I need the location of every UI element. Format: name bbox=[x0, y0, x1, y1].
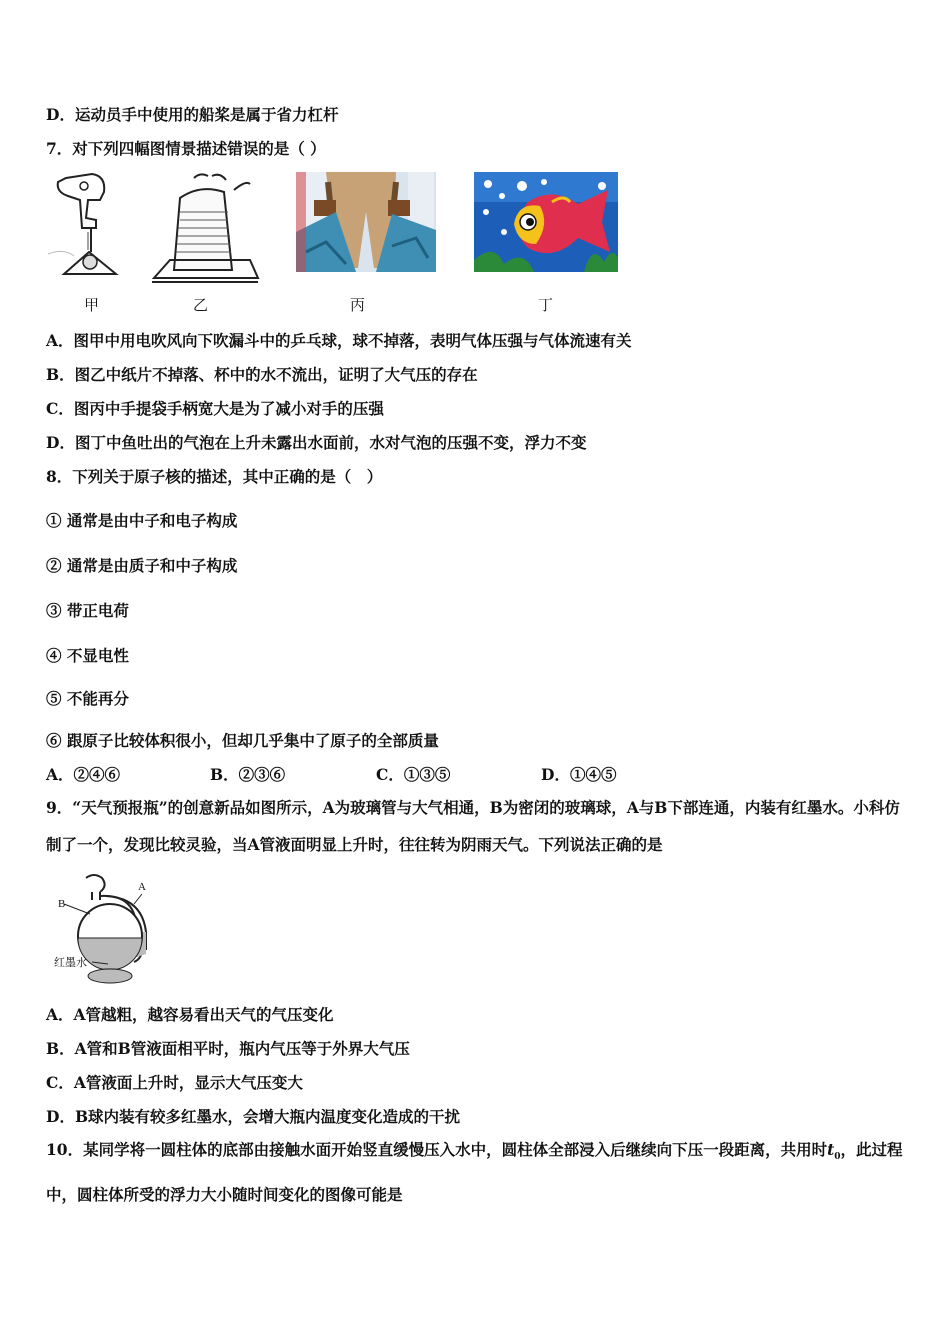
bottle-label-ink: 红墨水 bbox=[54, 956, 87, 969]
q8-statement-3: ③ 带正电荷 bbox=[46, 601, 129, 620]
q9-option-a: A．A管越粗，越容易看出天气的气压变化 bbox=[46, 1005, 334, 1024]
q10-stem-part2: ，此过程中，圆柱体所受的浮力大小随时间变化的图像可能是 bbox=[46, 1140, 903, 1205]
figure-bing bbox=[296, 172, 436, 272]
q7-option-a: A．图甲中用电吹风向下吹漏斗中的乒乓球，球不掉落，表明气体压强与气体流速有关 bbox=[46, 331, 632, 350]
q10-time-symbol: t bbox=[827, 1140, 835, 1159]
figure-caption-ding: 丁 bbox=[538, 296, 554, 314]
q9-option-b: B．A管和B管液面相平时，瓶内气压等于外界大气压 bbox=[46, 1039, 410, 1058]
q8-statement-1: ① 通常是由中子和电子构成 bbox=[46, 511, 238, 530]
q6-option-d: D．运动员手中使用的船桨是属于省力杠杆 bbox=[46, 105, 339, 124]
q9-stem: 9．“天气预报瓶”的创意新品如图所示，A为玻璃管与大气相通，B为密闭的玻璃球，A与B下部连通，内装有红墨水。小科仿制了一个，发现比较灵验，当A管液面明显上升时，往往转为阴雨天气。下列说法正确的是 bbox=[46, 798, 900, 854]
q10-stem bbox=[46, 1131, 906, 1213]
q10-stem-part1: 10．某同学将一圆柱体的底部由接触水面开始竖直缓慢压入水中，圆柱体全部浸入后继续向下压一段距离，共用时 bbox=[46, 1140, 828, 1159]
figure-caption-yi: 乙 bbox=[193, 296, 209, 314]
q7-option-c: C．图丙中手提袋手柄宽大是为了减小对手的压强 bbox=[46, 399, 384, 418]
bottle-label-a: A bbox=[138, 881, 146, 893]
figure-jia bbox=[44, 170, 124, 285]
q7-option-b: B．图乙中纸片不掉落、杯中的水不流出，证明了大气压的存在 bbox=[46, 365, 478, 384]
q9-option-c: C．A管液面上升时，显示大气压变大 bbox=[46, 1073, 303, 1092]
bottle-label-b: B bbox=[58, 898, 66, 910]
q7-option-d: D．图丁中鱼吐出的气泡在上升未露出水面前，水对气泡的压强不变，浮力不变 bbox=[46, 433, 587, 452]
q8-choice-b: B．②③⑥ bbox=[210, 765, 286, 784]
q8-choice-c: C．①③⑤ bbox=[376, 765, 451, 784]
figure-caption-jia: 甲 bbox=[84, 296, 100, 314]
figure-yi bbox=[150, 170, 262, 285]
q10-time-subscript: 0 bbox=[834, 1152, 841, 1163]
q7-stem: 7．对下列四幅图情景描述错误的是（ ） bbox=[46, 139, 326, 158]
q8-stem: 8．下列关于原子核的描述，其中正确的是（ ） bbox=[46, 467, 383, 486]
figure-ding bbox=[474, 172, 618, 272]
q8-statement-5: ⑤ 不能再分 bbox=[46, 689, 129, 708]
q8-statement-6: ⑥ 跟原子比较体积很小，但却几乎集中了原子的全部质量 bbox=[46, 731, 439, 750]
q8-choice-a: A．②④⑥ bbox=[46, 765, 121, 784]
q8-statement-4: ④ 不显电性 bbox=[46, 646, 129, 665]
q8-statement-2: ② 通常是由质子和中子构成 bbox=[46, 556, 238, 575]
q8-choice-d: D．①④⑤ bbox=[541, 765, 617, 784]
figure-caption-bing: 丙 bbox=[350, 296, 366, 314]
q9-option-d: D．B球内装有较多红墨水，会增大瓶内温度变化造成的干扰 bbox=[46, 1107, 461, 1126]
